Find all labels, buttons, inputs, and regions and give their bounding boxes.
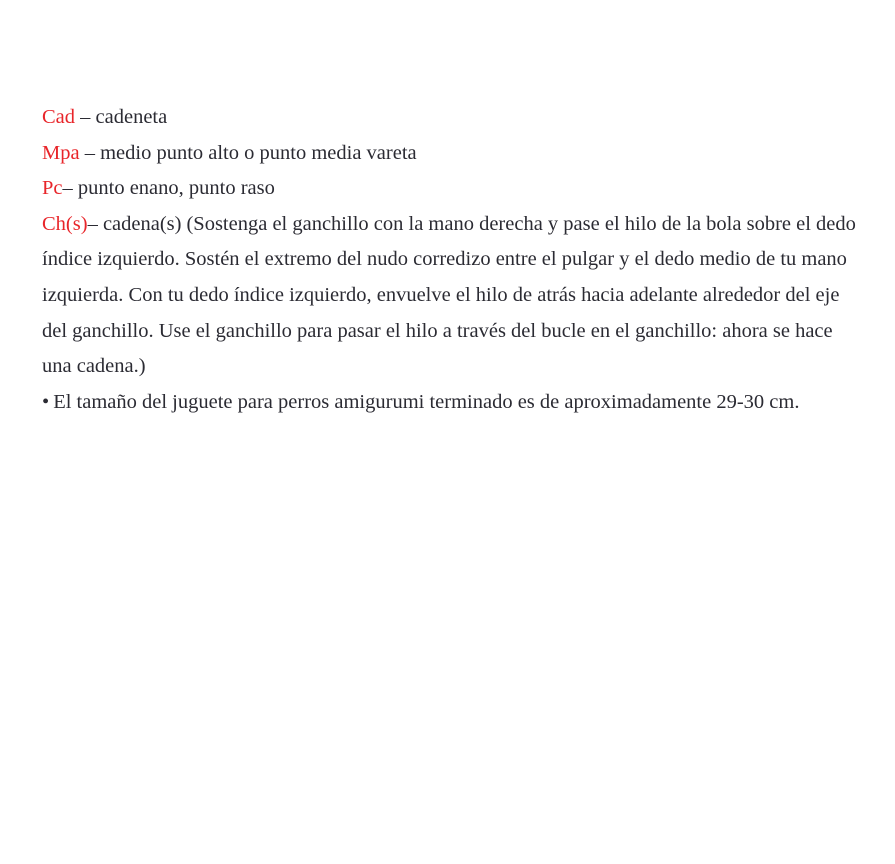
document-content: [42, 100, 862, 420]
abbreviation-separator-cad: –: [75, 106, 96, 128]
abbreviation-separator-chain: –: [87, 212, 103, 235]
abbreviation-term-cad: Cad: [42, 106, 76, 128]
note-row-size: [42, 385, 862, 421]
abbreviation-separator-mpa: –: [79, 141, 101, 164]
abbreviation-row-pc: [42, 171, 862, 207]
abbreviation-row-cad: [42, 100, 862, 136]
abbreviation-term-pc: Pc: [42, 177, 63, 200]
abbreviation-definition-mpa: medio punto alto o punto media vareta: [100, 141, 417, 164]
abbreviation-definition-chain: cadena(s): [102, 212, 182, 235]
abbreviation-separator-pc: –: [62, 177, 78, 200]
chain-instructions-text: (Sostenga el ganchillo con la mano derecha y pase el hilo de la bola sobre el dedo índice izquierdo. Sostén el extremo del nudo corredizo entre el pulgar y el dedo medio de tu mano izquierda. Con tu dedo índice izquierdo, envuelve el hilo de atrás hacia adelante alrededor del eje del ganchillo. Use el ganchillo para pasar el hilo a través del bucle en el ganchillo: ahora se hace una cadena.): [42, 212, 856, 378]
abbreviation-row-chain: [42, 207, 860, 385]
abbreviation-term-mpa: Mpa: [42, 141, 80, 164]
abbreviation-row-mpa: [42, 136, 862, 172]
note-text-size: El tamaño del juguete para perros amigurumi terminado es de aproximadamente 29-30 cm.: [53, 390, 800, 413]
abbreviation-term-chain: Ch(s): [42, 212, 88, 235]
bullet-point-icon: •: [42, 390, 50, 413]
abbreviation-definition-cad: cadeneta: [95, 106, 168, 128]
abbreviation-definition-pc: punto enano, punto raso: [77, 177, 275, 200]
